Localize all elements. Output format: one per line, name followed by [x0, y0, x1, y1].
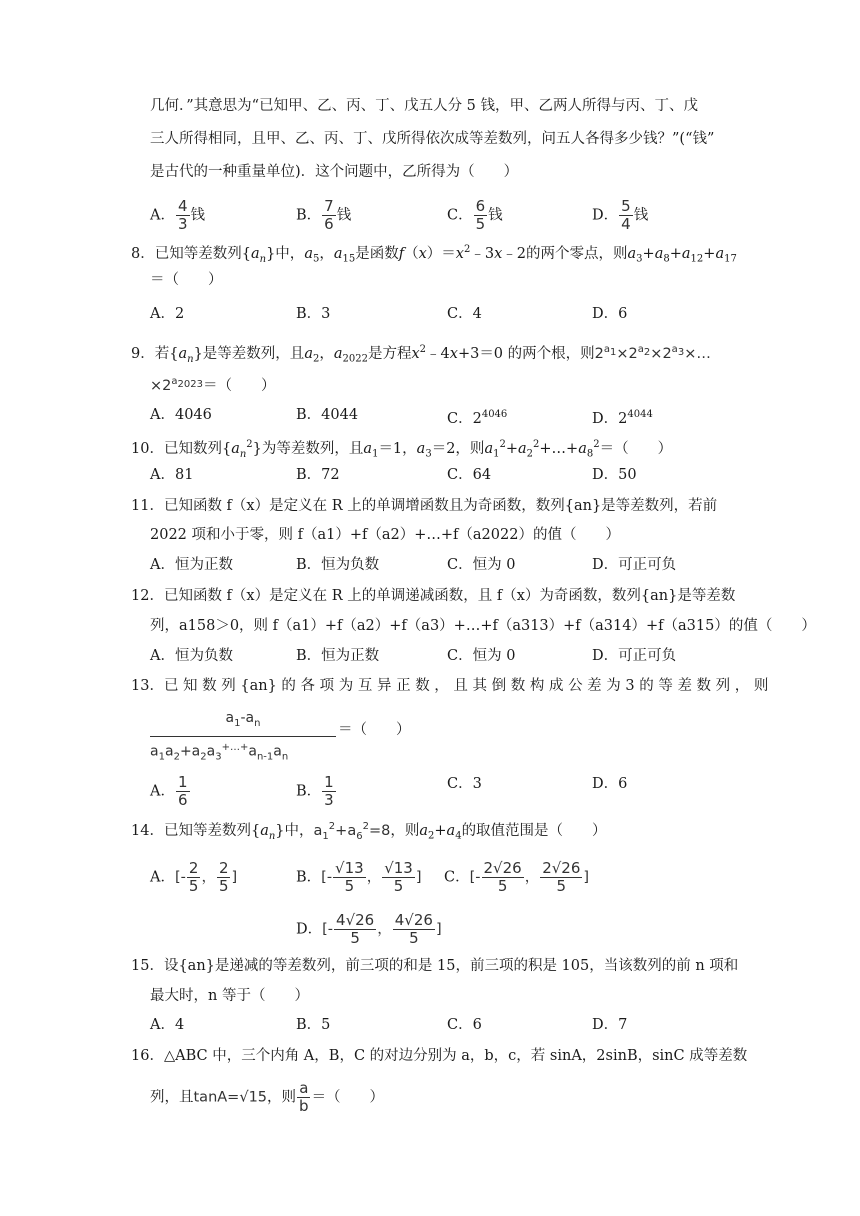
option-c: C．3 — [447, 776, 482, 792]
fraction: $\frac{2}{5}$ — [188, 859, 199, 895]
denominator: 5 — [475, 215, 486, 233]
fraction: $\frac{2}{5}$ — [218, 859, 229, 895]
option-a: A．81 — [150, 467, 194, 483]
option-label: D．2 — [592, 410, 628, 427]
text-line: 2022 项和小于零，则 f（a1）+f（a2）+…+f（a2022）的值（ ） — [150, 527, 620, 543]
option-a: A．4 — [150, 1017, 185, 1033]
unit: 钱 — [633, 207, 649, 224]
option-a: A．恒为正数 — [150, 557, 233, 573]
denominator: 6 — [324, 215, 334, 233]
option-d — [592, 405, 653, 429]
numerator: 6 — [475, 197, 486, 215]
text: ＝（ ） — [202, 377, 276, 394]
text: 已知函数 f（x）是定义在 R 上的单调递减函数，且 f（x）为奇函数，数列{an}是等差数 — [163, 588, 736, 604]
option-d: D．可正可负 — [592, 648, 677, 664]
text: 是函数 — [355, 245, 399, 262]
option-c — [447, 405, 507, 429]
text: 列，且 — [150, 1089, 194, 1106]
text: 是方程 — [367, 345, 412, 362]
option-b: B．3 — [296, 306, 331, 322]
option-a — [150, 774, 191, 809]
option-b: B．5 — [296, 1017, 331, 1033]
option-label: C．2 — [447, 410, 482, 427]
option-letter: B． — [296, 869, 322, 886]
text: 已 知 数 列 {an} 的 各 项 为 互 异 正 数 ， 且 其 倒 数 构 成 公 差 为 3 的 等 差 数 列 ， 则 — [163, 678, 769, 694]
text: △ABC 中，三个内角 A，B，C 的对边分别为 a，b，c，若 sinA，2sinB，sinC 成等差数 — [163, 1048, 748, 1064]
numerator: 1 — [177, 773, 188, 791]
numerator: 7 — [324, 197, 334, 215]
unit: 钱 — [336, 207, 352, 224]
fraction: $\frac{√13}{5}$ — [335, 859, 364, 895]
option-letter: B． — [296, 783, 322, 800]
text-line: 几何．”其意思为“已知甲、乙、丙、丁、戊五人分 5 钱，甲、乙两人所得与丙、丁、戊 — [150, 98, 699, 114]
text: ＝2，则 — [431, 440, 485, 457]
option-c: C．恒为 0 — [447, 648, 516, 664]
option-d: D．可正可负 — [592, 557, 677, 573]
question-number: 10． — [131, 440, 164, 457]
option-letter: D． — [592, 207, 619, 224]
option-a: A．4046 — [150, 407, 212, 423]
denominator: 3 — [177, 215, 188, 233]
text-line: 列，且tanA=√15，则 $\frac{a}{b}$ ＝（ ） — [150, 1079, 385, 1115]
text: }中， — [266, 245, 305, 262]
numerator: 1 — [324, 773, 334, 791]
question-11 — [131, 496, 717, 516]
fraction — [322, 198, 336, 233]
text: 则 — [404, 822, 420, 839]
fraction: $\frac{4√26}{5}$ — [394, 911, 433, 947]
fraction — [619, 198, 633, 233]
option-b — [296, 774, 337, 809]
option-a: A．2 — [150, 306, 185, 322]
text: }为等差数列，且 — [252, 440, 364, 457]
option-c — [447, 198, 503, 233]
text: }是等差数列，且 — [193, 345, 305, 362]
fraction — [474, 198, 488, 233]
text-line: $\times 2^{a_{2023}}=$（ ） — [150, 376, 276, 394]
text: ， — [319, 245, 334, 262]
option-c: C．恒为 0 — [447, 557, 516, 573]
option-c: C．64 — [447, 467, 492, 483]
text: 设{an}是递减的等差数列，前三项的和是 15，前三项的积是 105，当该数列的前 n 项和 — [163, 958, 739, 974]
text-line: 最大时，n 等于（ ） — [150, 988, 309, 1004]
question-16 — [131, 1046, 747, 1066]
option-a: A．[- $\frac{2}{5}$ ， $\frac{2}{5}$ ] — [150, 859, 238, 895]
option-d: D．6 — [592, 776, 628, 792]
option-d — [592, 198, 648, 233]
text: 若{ — [154, 345, 179, 362]
text-line: 列，a158＞0，则 f（a1）+f（a2）+f（a3）+…+f（a313）+f（a314）+f（a315）的值（ ） — [150, 618, 816, 634]
question-number: 15． — [131, 958, 164, 974]
numerator: 4 — [177, 197, 188, 215]
option-d: D．6 — [592, 306, 628, 322]
exponent: 4044 — [627, 409, 653, 420]
option-b: B．72 — [296, 467, 340, 483]
question-number: 12． — [131, 588, 164, 604]
unit: 钱 — [488, 207, 503, 224]
fraction: $\frac{a}{b}$ — [299, 1079, 309, 1115]
text: ＝（ ） — [599, 440, 673, 457]
text-line: ＝（ ） — [150, 272, 223, 288]
question-12 — [131, 586, 735, 606]
option-c: C．6 — [447, 1017, 482, 1033]
question-number: 13． — [131, 678, 164, 694]
option-b: B．恒为正数 — [296, 648, 380, 664]
option-letter: A． — [150, 869, 175, 886]
text: ＝（ ） — [311, 1089, 385, 1106]
text: 的取值范围是（ ） — [461, 822, 607, 839]
option-letter: C． — [444, 869, 470, 886]
equals-tail: ＝（ ） — [338, 722, 411, 738]
option-c: C．[- $\frac{2√26}{5}$ ， $\frac{2√26}{5}$ ] — [444, 859, 590, 895]
exponent: 4046 — [481, 409, 508, 420]
option-b: B．[- $\frac{√13}{5}$ ， $\frac{√13}{5}$ ] — [296, 859, 422, 895]
numerator: $a_1-a_n$ — [150, 708, 336, 737]
question-number: 14． — [131, 822, 164, 839]
option-a: A．恒为负数 — [150, 648, 233, 664]
option-letter: D． — [296, 921, 323, 938]
fraction: $\frac{√13}{5}$ — [384, 859, 413, 895]
option-letter: A． — [150, 783, 175, 800]
option-letter: C． — [447, 207, 473, 224]
option-d: D．50 — [592, 467, 637, 483]
question-13 — [131, 676, 768, 696]
fraction: $\frac{2√26}{5}$ — [542, 859, 581, 895]
denominator: 6 — [177, 791, 188, 809]
denominator: $a_1a_2+a_2a_3^{+\dots+}a_{n-1}a_n$ — [150, 741, 289, 763]
big-fraction — [150, 708, 336, 768]
text-line: 三人所得相同，且甲、乙、丙、丁、戊所得依次成等差数列，问五人各得多少钱？”(“钱” — [150, 131, 715, 147]
question-8: 8．已知等差数列$\{a_n\}$中，$a_5$，$a_{15}$是函数$f(x)=x^2﹣3x﹣2$的两个零点，则$a_3+a_8+a_{12}+a_{17}$ — [131, 244, 737, 265]
question-number: 16． — [131, 1048, 164, 1064]
fraction: $\frac{4√26}{5}$ — [336, 911, 375, 947]
option-a — [150, 198, 205, 233]
denominator: 3 — [324, 791, 334, 809]
question-10: 10．已知数列$\{a_n^2\}$为等差数列，且$a_1=1$，$a_3=2$，则$a_1^2+a_2^2+\dots+a_8^2=$（ ） — [131, 439, 673, 460]
option-d: D．7 — [592, 1017, 628, 1033]
denominator: 4 — [621, 215, 631, 233]
option-c: C．4 — [447, 306, 482, 322]
text: ，则 — [267, 1089, 297, 1106]
fraction — [176, 774, 190, 809]
text: ＝0 的两个根，则 — [479, 345, 595, 362]
question-number: 11． — [131, 498, 164, 514]
option-b: B．4044 — [296, 407, 359, 423]
question-14: 14．已知等差数列$\{a_n\}$中，$a_1^2+a_6^2=8$，则$a_2+a_4$的取值范围是（ ） — [131, 821, 607, 842]
text: 的两个零点，则 — [526, 245, 628, 262]
text: 已知等差数列{ — [154, 245, 251, 262]
option-b: B．恒为负数 — [296, 557, 380, 573]
option-b — [296, 198, 351, 233]
question-15 — [131, 956, 738, 976]
question-number: 9． — [131, 345, 155, 362]
text: 已知等差数列{ — [163, 822, 261, 839]
text-line: 是古代的一种重量单位)．这个问题中，乙所得为（ ） — [150, 164, 519, 180]
text: ＝1， — [378, 440, 417, 457]
text: 已知函数 f（x）是定义在 R 上的单调增函数且为奇函数，数列{an}是等差数列，若前 — [163, 498, 718, 514]
text: }中， — [275, 822, 314, 839]
option-letter: B． — [296, 207, 322, 224]
option-letter: A． — [150, 207, 175, 224]
question-9: 9．若$\{a_n\}$是等差数列，且$a_2$，$a_{2022}$是方程$x^2﹣4x+3=0$ 的两个根，则$2^{a_1}\times 2^{a_2}\times 2^{a_3}\times\dots$ — [131, 344, 711, 365]
option-d: D．[- $\frac{4√26}{5}$ ， $\frac{4√26}{5}$ ] — [296, 911, 442, 947]
fraction: $\frac{2√26}{5}$ — [483, 859, 522, 895]
question-number: 8． — [131, 245, 155, 262]
numerator: 5 — [621, 197, 631, 215]
text: 已知数列{ — [163, 440, 232, 457]
unit: 钱 — [190, 207, 206, 224]
fraction — [176, 198, 190, 233]
fraction — [322, 774, 336, 809]
